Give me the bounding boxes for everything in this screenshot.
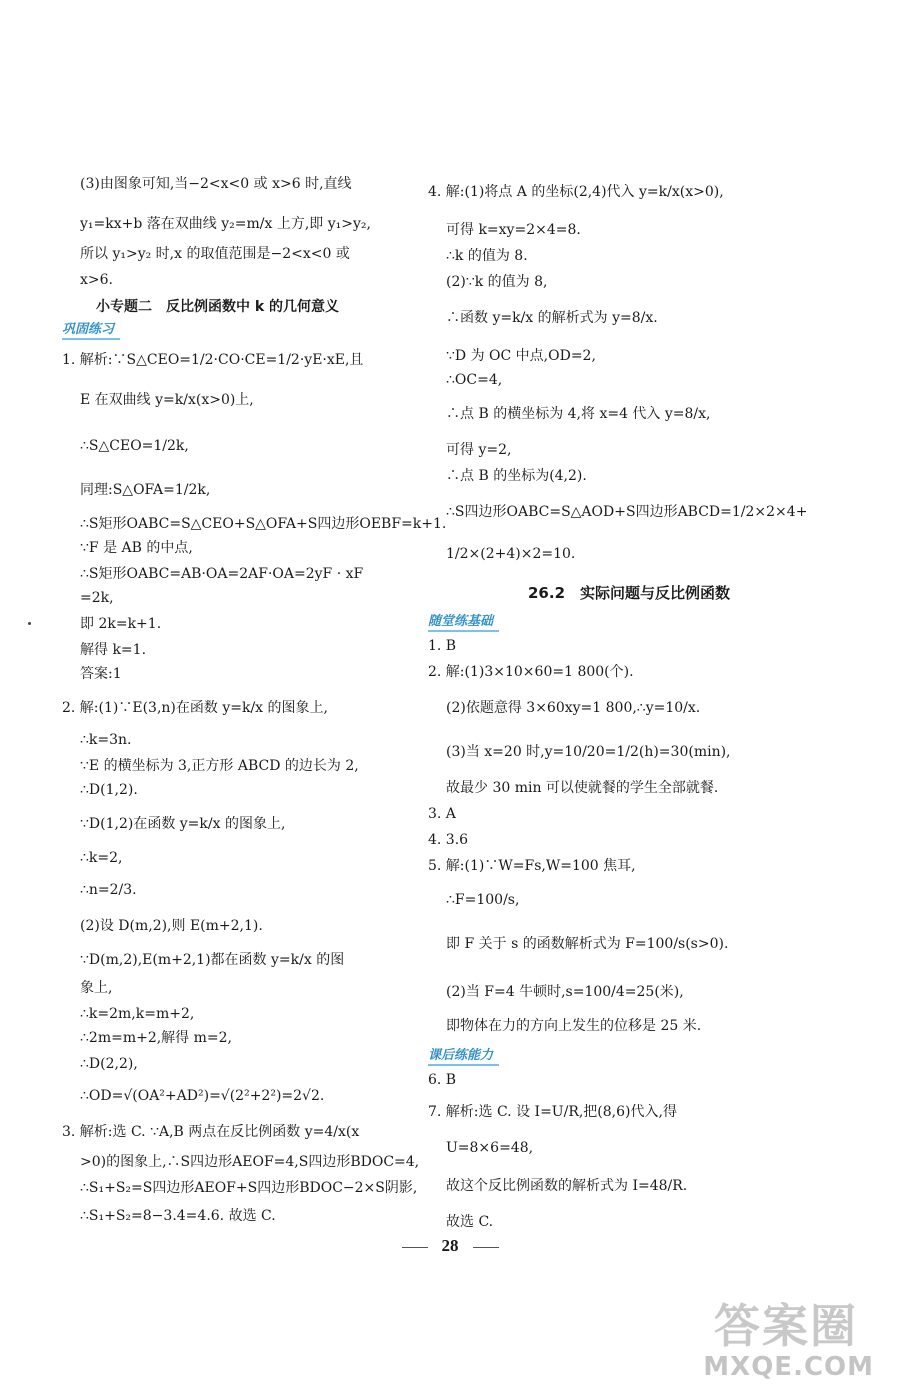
text-line: 可得 y=2, bbox=[446, 442, 512, 458]
text-line: ∴点 B 的坐标为(4,2). bbox=[446, 468, 587, 484]
text-line: 3. 解析:选 C. ∵A,B 两点在反比例函数 y=4/x(x bbox=[62, 1124, 360, 1140]
text-line: ∴S△CEO=1/2k, bbox=[80, 438, 189, 454]
page-number-dash-right bbox=[473, 1247, 499, 1248]
text-line: 即物体在力的方向上发生的位移是 25 米. bbox=[446, 1018, 702, 1034]
text-line: (2)设 D(m,2),则 E(m+2,1). bbox=[80, 918, 263, 934]
text-line: U=8×6=48, bbox=[446, 1140, 534, 1156]
text-line: ∵D 为 OC 中点,OD=2, bbox=[446, 348, 596, 364]
text-line: 1. 解析:∵S△CEO=1/2·CO·CE=1/2·yE·xE,且 bbox=[62, 352, 364, 368]
text-line: ∴OC=4, bbox=[446, 372, 503, 388]
text-line: 7. 解析:选 C. 设 I=U/R,把(8,6)代入,得 bbox=[428, 1104, 677, 1120]
text-line: 2. 解:(1)∵E(3,n)在函数 y=k/x 的图象上, bbox=[62, 700, 328, 716]
text-line: 同理:S△OFA=1/2k, bbox=[80, 482, 211, 498]
text-line: (3)由图象可知,当−2<x<0 或 x>6 时,直线 bbox=[80, 176, 352, 192]
practice-tag: 巩固练习 bbox=[62, 318, 120, 340]
text-line: x>6. bbox=[80, 272, 113, 288]
text-line: 5. 解:(1)∵W=Fs,W=100 焦耳, bbox=[428, 858, 636, 874]
text-line: 故选 C. bbox=[446, 1214, 494, 1230]
page-number-dash-left bbox=[402, 1247, 428, 1248]
text-line: 1. B bbox=[428, 638, 457, 654]
text-line: (3)当 x=20 时,y=10/20=1/2(h)=30(min), bbox=[446, 744, 731, 760]
text-line: ∴D(1,2). bbox=[80, 782, 138, 798]
section-title: 小专题二 反比例函数中 k 的几何意义 bbox=[96, 299, 340, 315]
text-line: ∴S₁+S₂=8−3.4=4.6. 故选 C. bbox=[80, 1208, 276, 1224]
watermark-text: 答案圈 bbox=[714, 1299, 858, 1353]
text-line: ∴F=100/s, bbox=[446, 892, 520, 908]
text-line: (2)当 F=4 牛顿时,s=100/4=25(米), bbox=[446, 984, 684, 1000]
practice-tag: 随堂练基础 bbox=[428, 610, 499, 632]
text-line: 3. A bbox=[428, 806, 456, 822]
page-number-text: 28 bbox=[441, 1236, 459, 1255]
text-line: ∴k 的值为 8. bbox=[446, 248, 528, 264]
text-line: ∵F 是 AB 的中点, bbox=[80, 540, 193, 556]
page-number bbox=[0, 1236, 900, 1256]
text-line: ∴n=2/3. bbox=[80, 882, 137, 898]
text-line: ∴D(2,2), bbox=[80, 1056, 138, 1072]
text-line: ∴k=2m,k=m+2, bbox=[80, 1006, 195, 1022]
text-line: 即 F 关于 s 的函数解析式为 F=100/s(s>0). bbox=[446, 936, 729, 952]
text-line: ∴S₁+S₂=S四边形AEOF+S四边形BDOC−2×S阴影, bbox=[80, 1180, 418, 1196]
answer-line: 答案:1 bbox=[80, 666, 122, 682]
text-line: ∵D(1,2)在函数 y=k/x 的图象上, bbox=[80, 816, 286, 832]
text-line: >0)的图象上,∴S四边形AEOF=4,S四边形BDOC=4, bbox=[80, 1154, 420, 1170]
text-line: 4. 3.6 bbox=[428, 832, 469, 848]
text-line: 故这个反比例函数的解析式为 I=48/R. bbox=[446, 1178, 688, 1194]
text-line: ∴k=2, bbox=[80, 850, 123, 866]
text-line: ∴OD=√(OA²+AD²)=√(2²+2²)=2√2. bbox=[80, 1088, 325, 1104]
text-line: ∴点 B 的横坐标为 4,将 x=4 代入 y=8/x, bbox=[446, 406, 711, 422]
text-line: ∴S四边形OABC=S△AOD+S四边形ABCD=1/2×2×4+ bbox=[446, 504, 808, 520]
text-line: (2)∵k 的值为 8, bbox=[446, 274, 548, 290]
text-line: 2. 解:(1)3×10×60=1 800(个). bbox=[428, 664, 634, 680]
text-line: 故最少 30 min 可以使就餐的学生全部就餐. bbox=[446, 780, 719, 796]
text-line: ∵D(m,2),E(m+2,1)都在函数 y=k/x 的图 bbox=[80, 952, 345, 968]
text-line: ∴2m=m+2,解得 m=2, bbox=[80, 1030, 232, 1046]
section-title: 26.2 实际问题与反比例函数 bbox=[528, 584, 731, 602]
text-line: 象上, bbox=[80, 980, 113, 996]
text-line: 所以 y₁>y₂ 时,x 的取值范围是−2<x<0 或 bbox=[80, 246, 350, 262]
text-line: 可得 k=xy=2×4=8. bbox=[446, 222, 581, 238]
text-line: 6. B bbox=[428, 1072, 457, 1088]
watermark-url: MXQE.COM bbox=[703, 1352, 874, 1382]
text-line: ∵E 的横坐标为 3,正方形 ABCD 的边长为 2, bbox=[80, 758, 359, 774]
scan-speck bbox=[28, 622, 31, 625]
text-line: 即 2k=k+1. bbox=[80, 616, 162, 632]
text-line: 解得 k=1. bbox=[80, 642, 147, 658]
text-line: =2k, bbox=[80, 590, 114, 606]
watermark-logo bbox=[668, 1290, 878, 1382]
text-line: E 在双曲线 y=k/x(x>0)上, bbox=[80, 392, 254, 408]
text-line: ∴S矩形OABC=S△CEO+S△OFA+S四边形OEBF=k+1. bbox=[80, 516, 447, 532]
text-line: ∴S矩形OABC=AB·OA=2AF·OA=2yF · xF bbox=[80, 566, 364, 582]
text-line: y₁=kx+b 落在双曲线 y₂=m/x 上方,即 y₁>y₂, bbox=[80, 216, 371, 232]
text-line: ∴函数 y=k/x 的解析式为 y=8/x. bbox=[446, 310, 658, 326]
text-line: 1/2×(2+4)×2=10. bbox=[446, 546, 576, 562]
text-line: ∴k=3n. bbox=[80, 732, 132, 748]
text-line: (2)依题意得 3×60xy=1 800,∴y=10/x. bbox=[446, 700, 701, 716]
text-line: 4. 解:(1)将点 A 的坐标(2,4)代入 y=k/x(x>0), bbox=[428, 184, 724, 200]
practice-tag: 课后练能力 bbox=[428, 1044, 499, 1066]
